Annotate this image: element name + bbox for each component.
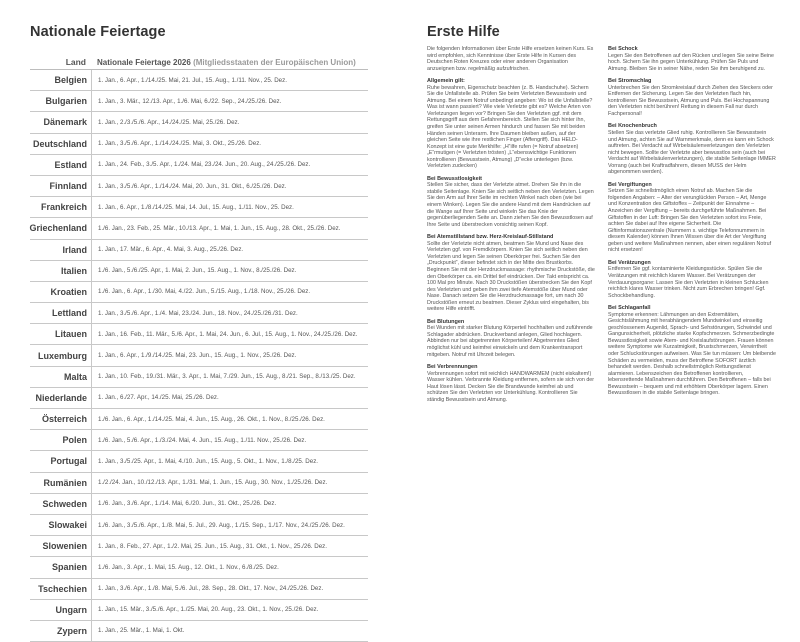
section-text: Sollte der Verletzte nicht atmen, beatmen Sie Mund und Nase des Verletzten ggf. von Fremdkörpern. Knien Sie sich seitlich neben den Verletzten und legen Sie seinen Oberkörper frei. Suchen Sie den „Druckpunkt“, dieser befindet sich in der Mitte des Brustkorbs. Beginnen Sie mit der Herzdruckmassage: rhythmische Druckstöße, die den Oberkörper ca. ein Drittel tief eindrücken. Der Takt entspricht ca. 100 Mal pro Minute. Nach 30 Druckstößen überstrecken Sie den Kopf des Verletzten und geben ihm zwei tiefe Atemstöße über Mund oder Nase. Danach setzen Sie die Herzdruckmassage fort, um nach 30 Druckstößen erneut zu beatmen. Dieser Zyklus wird eingehalten, bis weitere Hilfe eintrifft. [427, 240, 595, 313]
section-text: Unterbrechen Sie den Stromkreislauf durch Ziehen des Steckers oder Entfernen der Sicherung. Legen Sie den Verletzten flach hin, kontrollieren Sie Bewusstsein, Atmung und Puls. Bei Hochspannung den Verletzten nicht berühren! Rettung in diesem Fall nur durch Fachpersonal! [608, 84, 773, 117]
table-row [30, 112, 368, 133]
column-header-country: Land [65, 57, 86, 67]
table-row [30, 218, 368, 239]
holiday-dates: 1. Jan., 10. Feb., 19./31. Mär., 3. Apr., 1. Mai, 7./29. Jun., 15. Aug., 8./21. Sep., 8./13./25. Dez. [91, 367, 368, 387]
holiday-dates: 1./6. Jan., 5./6./25. Apr., 1. Mai, 2. Jun., 15. Aug., 1. Nov., 8./25./26. Dez. [91, 261, 368, 281]
country-name: Italien [60, 265, 87, 276]
country-name: Schweden [42, 498, 87, 509]
first-aid-section [608, 123, 776, 175]
holiday-dates: 1. Jan., 15. Mär., 3./5./6. Apr., 1./25. Mai, 20. Aug., 23. Okt., 1. Nov., 25./26. Dez. [91, 600, 368, 620]
holiday-dates: 1./6. Jan., 23. Feb., 25. Mär., 10./13. Apr., 1. Mai, 1. Jun., 15. Aug., 28. Okt., 25./26. Dez. [91, 218, 368, 238]
page-title-first-aid: Erste Hilfe [427, 24, 500, 40]
holiday-dates: 1. Jan., 8. Feb., 27. Apr., 1./2. Mai, 25. Jun., 15. Aug., 31. Okt., 1. Nov., 25./26. Dez. [91, 536, 368, 556]
table-row [30, 451, 368, 472]
section-heading: Bei Atemstillstand bzw. Herz-Kreislauf-Stillstand [427, 234, 554, 241]
section-text: Legen Sie den Betroffenen auf den Rücken und legen Sie seine Beine hoch. Sichern Sie ihn gegen Unterkühlung. Prüfen Sie Puls und Atmung. Bleiben Sie in seiner Nähe, reden Sie ihm beruhigend zu. [608, 52, 774, 72]
holiday-dates: 1. Jan., 6. Apr., 1./8./14./25. Mai, 14. Jul., 15. Aug., 1./11. Nov., 25. Dez. [91, 197, 368, 217]
section-heading: Bei Schlaganfall [608, 305, 651, 312]
section-heading: Allgemein gilt: [427, 78, 465, 85]
section-heading: Bei Schock [608, 46, 638, 52]
first-aid-section [427, 46, 595, 72]
holiday-dates: 1. Jan., 3./6. Apr., 1./8. Mai, 5./6. Jul., 28. Sep., 28. Okt., 17. Nov., 24./25./26. Dez. [91, 579, 368, 599]
holiday-dates: 1. Jan., 3./5./6. Apr., 1./4. Mai, 23./24. Jun., 18. Nov., 24./25./26./31. Dez. [91, 303, 368, 323]
first-aid-section [427, 319, 595, 358]
section-text: Die folgenden Informationen über Erste Hilfe ersetzen keinen Kurs. Es wird empfohlen, sich Kenntnisse über Erste Hilfe in Kursen des Deutschen Roten Kreuzes oder einer anderen Organisation anzueignen bzw. regelmäßig aufzufrischen. [427, 46, 594, 72]
holiday-dates: 1. Jan., 6./27. Apr., 14./25. Mai, 25./26. Dez. [91, 388, 368, 408]
text-column-left [427, 46, 595, 409]
country-name: Kroatien [50, 286, 87, 297]
table-row [30, 367, 368, 388]
section-heading: Bei Verbrennungen [427, 364, 478, 371]
table-row [30, 515, 368, 536]
table-row [30, 197, 368, 218]
table-row [30, 303, 368, 324]
country-name: Rumänien [43, 477, 87, 488]
holiday-dates: 1./6. Jan., 6. Apr., 1./14./25. Mai, 4. Jun., 15. Aug., 26. Okt., 1. Nov., 8./25./26. Dez. [91, 409, 368, 429]
country-name: Griechenland [29, 223, 87, 234]
first-aid-section [427, 364, 595, 403]
column-header-holidays [91, 58, 368, 67]
section-heading: Bei Knochenbruch [608, 123, 657, 130]
first-aid-section [608, 78, 776, 117]
holiday-dates: 1. Jan., 25. Mär., 1. Mai, 1. Okt. [91, 621, 368, 641]
section-text: Symptome erkennen: Lähmungen an den Extremitäten, Gesichtslähmung mit herabhängendem Mundwinkel und einseitig geschlossenem Augenlid, Sprach- und Sehstörungen, Schwindel und Gangunsicherheit, plötzliche starke Kopfschmerzen. Schmerzbedingte Bewusstlosigkeit sowie Atem- und Kreislaufstörungen. Frauen können weitere Symptome wie Kurzatmigkeit, Brustschmerzen, Verwirrtheit oder Schluckstörungen aufweisen. Was Sie tun müssen: Um bleibende Schäden zu vermeiden, muss der Betroffene SOFORT ärztlich behandelt werden. Deshalb schnellstmöglich Rettungsdienst alarmieren. Lebenszeichen des Betroffenen kontrollieren, lebensrettende Maßnahmen durchführen. Den Betroffenen – falls bei Bewusstsein – bequem und mit erhöhtem Oberkörper lagern. Einen Bewusstlosen in die stabile Seitenlage bringen. [608, 311, 776, 397]
table-row [30, 600, 368, 621]
country-name: Portugal [50, 456, 87, 467]
holiday-dates: 1./2./24. Jan., 10./12./13. Apr., 1./31. Mai, 1. Jun., 15. Aug., 30. Nov., 1./25./26. Dez. [91, 473, 368, 493]
table-row [30, 494, 368, 515]
table-row [30, 579, 368, 600]
holiday-dates: 1./6. Jan., 3./5./6. Apr., 1./8. Mai, 5. Jul., 29. Aug., 1./15. Sep., 1./17. Nov., 24./25./26. Dez. [91, 515, 368, 535]
country-name: Deutschland [32, 138, 87, 149]
section-text: Stellen Sie sicher, dass der Verletzte atmet. Drehen Sie ihn in die stabile Seitenlage. Knien Sie sich seitlich neben den Verletzten. Legen Sie den Arm auf Ihrer Seite im rechten Winkel nach oben (wie bei einem Winken). Legen Sie die andere Hand mit dem Handrücken auf die Wange auf Ihrer Seite und winkeln Sie das Knie der gegenüberliegenden Seite an. Dann ziehen Sie den Bewusstlosen auf Ihre Seite und überstrecken vorsichtig seinen Kopf. [427, 182, 594, 228]
table-row [30, 473, 368, 494]
holiday-dates: 1./6. Jan., 6. Apr., 1./30. Mai, 4./22. Jun., 5./15. Aug., 1./18. Nov., 25./26. Dez. [91, 282, 368, 302]
holiday-dates: 1./6. Jan., 3. Apr., 1. Mai, 15. Aug., 12. Okt., 1. Nov., 6./8./25. Dez. [91, 557, 368, 577]
country-name: Irland [62, 244, 87, 255]
table-row [30, 261, 368, 282]
table-row [30, 557, 368, 578]
table-row [30, 91, 368, 112]
country-name: Dänemark [43, 117, 87, 128]
table-row [30, 430, 368, 451]
section-text: Verbrennungen sofort mit reichlich HANDWARMEM (nicht eiskaltem!) Wasser kühlen. Verbrannte Kleidung entfernen, sofern sie sich von der Haut lösen lässt. Decken Sie die Brandwunde keimfrei ab und schützen Sie den Verletzten vor Unterkühlung. Kontrollieren Sie ständig Bewusstsein und Atmung. [427, 370, 595, 403]
holiday-dates: 1. Jan., 3./5./6. Apr., 1./14./24. Mai, 20. Jun., 31. Okt., 6./25./26. Dez. [91, 176, 368, 196]
country-name: Ungarn [55, 604, 87, 615]
holiday-dates: 1. Jan., 3./5./25. Apr., 1. Mai, 4./10. Jun., 15. Aug., 5. Okt., 1. Nov., 1./8./25. Dez. [91, 451, 368, 471]
country-name: Litauen [54, 329, 87, 340]
country-name: Lettland [52, 308, 87, 319]
country-name: Tschechien [38, 583, 87, 594]
holiday-dates: 1./6. Jan., 5./6. Apr., 1./3./24. Mai, 4. Jun., 15. Aug., 1./11. Nov., 25./26. Dez. [91, 430, 368, 450]
country-name: Finnland [49, 181, 87, 192]
holiday-dates: 1. Jan., 24. Feb., 3./5. Apr., 1./24. Mai, 23./24. Jun., 20. Aug., 24./25./26. Dez. [91, 155, 368, 175]
section-heading: Bei Vergiftungen [608, 181, 652, 188]
country-name: Spanien [51, 562, 87, 573]
holiday-dates: 1./6. Jan., 3./6. Apr., 1./14. Mai, 6./20. Jun., 31. Okt., 25./26. Dez. [91, 494, 368, 514]
first-aid-section [608, 305, 776, 397]
country-name: Bulgarien [45, 96, 87, 107]
holiday-dates: 1. Jan., 3. Mär., 12./13. Apr., 1./6. Mai, 6./22. Sep., 24./25./26. Dez. [91, 91, 368, 111]
table-body [30, 70, 368, 642]
first-aid-section [427, 78, 595, 170]
table-row [30, 536, 368, 557]
text-column-right [608, 46, 776, 403]
table-row [30, 345, 368, 366]
section-text: Bei Wunden mit starker Blutung Körperteil hochhalten und zuführende Schlagader abdrücken. Druckverband anlegen, Glied hochlagern. Abbinden nur bei abgetrennten Körperteilen! Abgetrenntes Glied möglichst kühl und keimfrei einwickeln und dem Krankentransport mitgeben. Notruf mit Uhrzeit belegen. [427, 325, 593, 358]
first-aid-section [608, 182, 776, 254]
country-name: Österreich [41, 414, 87, 425]
country-name: Slowakei [48, 520, 87, 531]
country-name: Slowenien [42, 541, 87, 552]
table-row [30, 240, 368, 261]
page-title: Nationale Feiertage [30, 24, 166, 40]
country-name: Frankreich [40, 202, 87, 213]
first-aid-section [608, 260, 776, 299]
table-row [30, 621, 368, 642]
section-heading: Bei Stromschlag [608, 78, 652, 85]
section-text: Entfernen Sie ggf. kontaminierte Kleidungsstücke. Spülen Sie die Verätzungen mit reichlich klarem Wasser. Bei Verätzungen der Verdauungsorgane: Lassen Sie den Verletzten in kleinen Schlucken reichlich klares Wasser trinken. Nicht zum Erbrechen bringen! Ggf. Schockbehandlung. [608, 266, 769, 299]
table-header-subtitle: (Mitgliedsstaaten der Europäischen Union) [193, 58, 356, 67]
section-heading: Bei Bewusstlosigkeit [427, 175, 483, 182]
table-row [30, 176, 368, 197]
holiday-dates: 1. Jan., 6. Apr., 1./9./14./25. Mai, 23. Jun., 15. Aug., 1. Nov., 25./26. Dez. [91, 345, 368, 365]
section-text: Stellen Sie das verletzte Glied ruhig. Kontrollieren Sie Bewusstsein und Atmung, achten Sie auf Warnmerkmale, denn es kann ein Schock auftreten. Bei Verdacht auf Wirbelsäulenverletzungen den Verletzten nicht bewegen. Sollte der Verletzte aber bewusstlos sein (auch bei Verdacht auf Wirbelsäulenverletzungen), die stabile Seitenlage IMMER Vorrang (auch bei Kraftradfahrern, diesen MUSS der Helm abgenommen werden). [608, 130, 776, 176]
table-row [30, 155, 368, 176]
holiday-dates: 1. Jan., 6. Apr., 1./14./25. Mai, 21. Jul., 15. Aug., 1./11. Nov., 25. Dez. [91, 70, 368, 90]
country-name: Estland [54, 159, 87, 170]
first-aid-section [427, 176, 595, 228]
table-row [30, 282, 368, 303]
section-text: Setzen Sie schnellstmöglich einen Notruf ab. Machen Sie die folgenden Angaben: – Alter der verunglückten Person – Art, Menge und Konzentration des Giftstoffes – Zeitpunkt der Einnahme – Anzeichen der Vergiftung – bereits durchgeführte Maßnahmen. Bei Giftstoffen in der Luft: Bringen Sie den Verletzten sofort ins Freie, achten Sie dabei auf Ihre eigene Sicherheit. Die Giftinformationszentrale (Nummern s. wichtige Telefonnummern in diesem Kalender) können Ihnen Wissen über die Art der Vergiftung geben und weitere Maßnahmen nennen, aber einen regulären Notruf nicht ersetzen! [608, 188, 772, 254]
country-name: Zypern [56, 625, 87, 636]
table-row [30, 388, 368, 409]
country-name: Luxemburg [37, 350, 87, 361]
table-header-title: Nationale Feiertage 2026 [97, 58, 191, 67]
table-row [30, 134, 368, 155]
holiday-dates: 1. Jan., 2./3./5./6. Apr., 14./24./25. Mai, 25./26. Dez. [91, 112, 368, 132]
country-name: Malta [63, 371, 87, 382]
right-page [400, 0, 800, 565]
table-row [30, 324, 368, 345]
country-name: Belgien [54, 75, 87, 86]
holiday-dates: 1. Jan., 3./5./6. Apr., 1./14./24./25. Mai, 3. Okt., 25./26. Dez. [91, 134, 368, 154]
country-name: Niederlande [35, 392, 87, 403]
table-row [30, 70, 368, 91]
table-row [30, 409, 368, 430]
first-aid-section [427, 234, 595, 313]
country-name: Polen [62, 435, 87, 446]
holiday-dates: 1. Jan., 16. Feb., 11. Mär., 5./6. Apr., 1. Mai, 24. Jun., 6. Jul., 15. Aug., 1. Nov., 24./25./26. Dez. [91, 324, 368, 344]
first-aid-section [608, 46, 776, 72]
section-heading: Bei Blutungen [427, 318, 465, 325]
section-text: Ruhe bewahren, Eigenschutz beachten (z. B. Handschuhe). Sichern Sie die Unfallstelle ab. Prüfen Sie beim Verletzten Bewusstsein und Atmung. Bei einem Notruf unbedingt angeben: Wo ist die Unfallstelle? Was ist wann passiert? Wie viele Verletzte gibt es? Welche Arten von Verletzungen liegen vor? Bringen Sie den Verletzten ggf. mit dem Rettungsgriff aus dem Gefahrenbereich. Stellen Sie sich hinter ihn, greifen Sie unter seinen Armen hindurch und fassen Sie mit beiden Händen seinen Unterarm. Ihre Daumen bleiben außen, auf der gleichen Seite wie ihre restlichen Finger (Affengriff). Das HELD-Konzept ist eine gute Merkhilfe: „H“ilfe rufen (= Notruf absetzen) „E“rmutigen (= Verletzten trösten) „L“ebenswichtige Funktionen kontrollieren (Bewusstsein, Atmung) „D“ecke unterlegen (bzw. Verletzten zudecken) [427, 84, 593, 170]
holiday-table [30, 53, 368, 642]
table-header [30, 53, 368, 70]
holiday-dates: 1. Jan., 17. Mär., 6. Apr., 4. Mai, 3. Aug., 25./26. Dez. [91, 240, 368, 260]
left-page [0, 0, 400, 636]
section-heading: Bei Verätzungen [608, 259, 651, 266]
